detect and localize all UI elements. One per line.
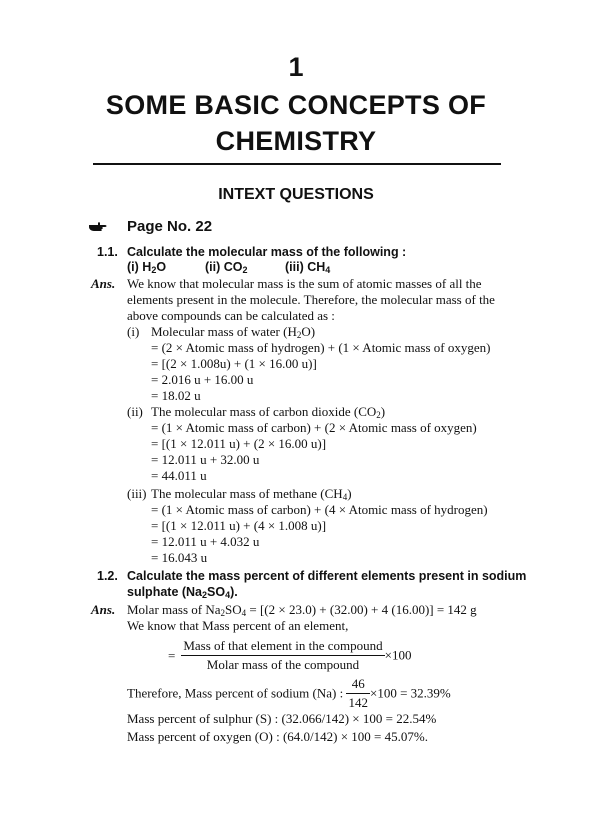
fraction-denominator: 142	[348, 695, 368, 710]
calc-line: = [(2 × 1.008u) + (1 × 16.00 u)]	[151, 356, 317, 371]
calc-line: = 18.02 u	[151, 388, 201, 403]
part-title: The molecular mass of carbon dioxide $(CO_2)$	[151, 404, 386, 420]
definition-line: We know that Mass percent of an element,	[127, 618, 349, 633]
chapter-title-line2: CHEMISTRY	[215, 126, 377, 156]
sodium-fraction	[346, 676, 370, 711]
equals-sign: =	[168, 647, 176, 663]
sodium-percent-line	[127, 676, 451, 711]
calc-line: = 16.043 u	[151, 550, 208, 565]
calc-line: = 2.016 u + 16.00 u	[151, 372, 254, 387]
calc-line: = 44.011 u	[151, 468, 207, 483]
question-text: Calculate the mass percent of different elements present in sodium	[127, 569, 527, 583]
fraction-numerator: Mass of that element in the compound	[181, 638, 384, 656]
formula-fraction	[181, 638, 384, 673]
sodium-label: Therefore, Mass percent of sodium (Na) :	[127, 685, 344, 701]
title-divider	[93, 163, 501, 165]
option-ii: (ii) $CO_2$	[205, 260, 248, 275]
calc-line: = 12.011 u + 4.032 u	[151, 534, 260, 549]
calc-line: = [(1 × 12.011 u) + (2 × 16.00 u)]	[151, 436, 327, 451]
question-text: Calculate the molecular mass of the following :	[127, 245, 407, 259]
answer-text: elements present in the molecule. Therefore, the molecular mass of the	[127, 292, 495, 307]
part-label: (i)	[127, 324, 140, 339]
sulphur-percent-line: Mass percent of sulphur (S) : (32.066/142) × 100 = 22.54%	[127, 711, 437, 726]
answer-text: We know that molecular mass is the sum of atomic masses of all the	[127, 276, 482, 291]
fraction-denominator: Molar mass of the compound	[206, 657, 360, 672]
mass-percent-formula	[168, 638, 411, 673]
calc-line: = (1 × Atomic mass of carbon) + (2 × Atomic mass of oxygen)	[151, 420, 477, 435]
answer-label: Ans.	[91, 276, 116, 291]
question-number: 1.1.	[97, 245, 118, 259]
page-reference: Page No. 22	[127, 218, 213, 235]
option-iii: (iii) $CH_4$	[285, 260, 331, 275]
section-heading: INTEXT QUESTIONS	[218, 186, 374, 203]
question-number: 1.2.	[97, 569, 118, 583]
option-i: (i) $H_2O$	[127, 260, 167, 275]
fraction-numerator: 46	[346, 676, 370, 694]
part-title: The molecular mass of methane $(CH_4)$	[151, 486, 352, 502]
part-label: (ii)	[127, 404, 143, 419]
molar-mass-line: Molar mass of $Na_2SO_4 = [(2 \times 23.0) + (32.00) + 4$ (16.00)] = 142 g	[127, 602, 477, 618]
chapter-title-line1: SOME BASIC CONCEPTS OF	[105, 90, 487, 120]
answer-label: Ans.	[91, 602, 116, 617]
times-100: ×100	[384, 647, 412, 663]
calc-line: = [(1 × 12.011 u) + (4 × 1.008 u)]	[151, 518, 327, 533]
pointing-hand-icon	[88, 219, 108, 235]
question-text: sulphate $(Na_2SO_4)$.	[127, 585, 238, 600]
answer-text: above compounds can be calculated as :	[127, 308, 335, 323]
part-label: (iii)	[127, 486, 147, 501]
calc-line: = 12.011 u + 32.00 u	[151, 452, 260, 467]
calc-line: = (1 × Atomic mass of carbon) + (4 × Atomic mass of hydrogen)	[151, 502, 488, 517]
part-title: Molecular mass of water $(H_2O)$	[151, 324, 316, 340]
oxygen-percent-line: Mass percent of oxygen (O) : (64.0/142) × 100 = 45.07%.	[127, 729, 428, 744]
chapter-number: 1	[288, 52, 304, 82]
calc-line: = (2 × Atomic mass of hydrogen) + (1 × Atomic mass of oxygen)	[151, 340, 491, 355]
sodium-result: ×100 = 32.39%	[369, 685, 451, 701]
